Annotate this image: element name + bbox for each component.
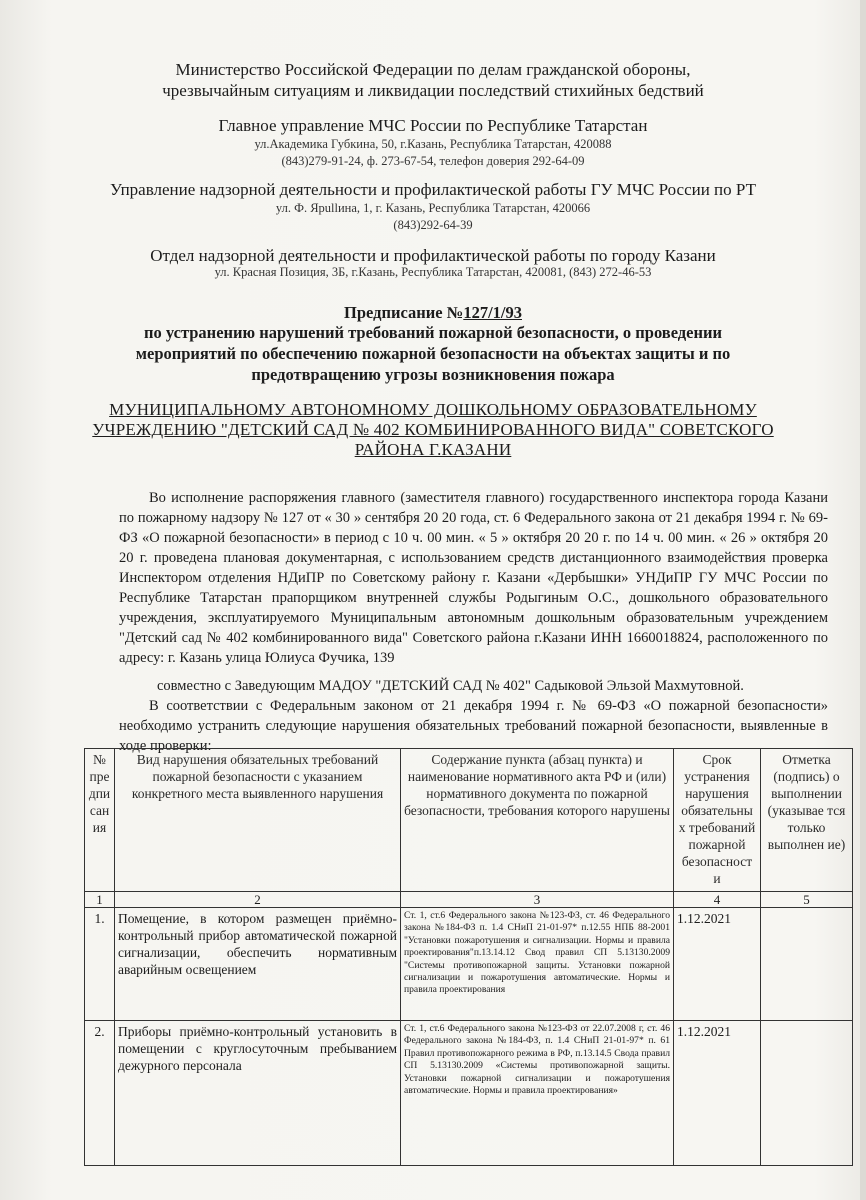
table-column-numbers-row (85, 892, 853, 908)
ministry-line-2: чрезвычайным ситуациям и ликвидации последствий стихийных бедствий (162, 81, 704, 100)
paragraph-jointly: совместно с Заведующим МАДОУ "ДЕТСКИЙ САД № 402" Садыковой Эльзой Махмутовной. (157, 678, 744, 694)
header-cell-number: № пре дпи сан ия (85, 749, 115, 892)
title-line-4: предотвращению угрозы возникновения пожара (251, 365, 615, 384)
body-text (119, 488, 828, 756)
header-cell-mark: Отметка (подпись) о выполнении (указывае тся только выполнен ие) (761, 749, 853, 892)
ministry-line-1: Министерство Российской Федерации по делам гражданской обороны, (175, 60, 691, 79)
supervision-dept-address: ул. Ф. Ярullина, 1, г. Казань, Республика Татарстан, 420066 (275, 201, 591, 215)
table-header-row (85, 749, 853, 892)
row-violation: Помещение, в котором размещен приёмно-контрольный прибор автоматической пожарной сигнализации, обеспечить нормативным аварийным освещением (115, 908, 401, 1021)
row-deadline: 1.12.2021 (674, 908, 761, 1021)
table-row (85, 1021, 853, 1166)
paragraph-inspection: Во исполнение распоряжения главного (заместителя главного) государственного инспектора города Казани по пожарному надзору № 127 от « 30 » сентября 20 20 года, ст. 6 Федерального закона от 21 декабря 1994 г. № 69-ФЗ «О пожарной безопасности» в период с 10 ч. 00 мин. « 5 » октября 20 20 г. по 14 ч. 00 мин. « 26 » октября 20 20 г. проведена плановая документарная, с использованием средств дистанционного взаимодействия проверка Инспектором отделения НДиПР по Советскому району г. Казани «Дербышки» УНДиПР ГУ МЧС России по Республике Татарстан прапорщиком внутренней службы Родыгиным О.С., дошкольного образовательного учреждения, эксплуатируемого Муниципальным автономным дошкольным образовательным учреждением "Детский сад № 402 комбинированного вида" Советского района г.Казани ИНН 1660018824, расположенного по адресу: г. Казань улица Юлиуса Фучика, 139 (119, 490, 828, 666)
document-title (0, 303, 866, 323)
main-dept-address: ул.Академика Губкина, 50, г.Казань, Республика Татарстан, 420088 (254, 137, 612, 151)
addressee-line-3: РАЙОНА Г.КАЗАНИ (354, 440, 512, 459)
column-number-2: 2 (115, 892, 401, 908)
paragraph-requirements: В соответствии с Федеральным законом от 21 декабря 1994 г. № 69-ФЗ «О пожарной безопасности» необходимо устранить следующие нарушения обязательных требований пожарной безопасности, выявленные в ходе проверки: (119, 698, 828, 754)
header-cell-violation: Вид нарушения обязательных требований пожарной безопасности с указанием конкретного места выявленного нарушения (115, 749, 401, 892)
title-line-3: мероприятий по обеспечению пожарной безопасности на объектах защиты и по (135, 344, 731, 363)
row-number: 1. (85, 908, 115, 1021)
row-number: 2. (85, 1021, 115, 1166)
main-dept-phone: (843)279-91-24, ф. 273-67-54, телефон доверия 292-64-09 (281, 154, 585, 168)
addressee-line-2: УЧРЕЖДЕНИЮ "ДЕТСКИЙ САД № 402 КОМБИНИРОВАННОГО ВИДА" СОВЕТСКОГО (92, 420, 774, 439)
supervision-dept-phone: (843)292-64-39 (393, 218, 473, 232)
column-number-3: 3 (401, 892, 674, 908)
row-mark (761, 1021, 853, 1166)
title-line-2: по устранению нарушений требований пожарной безопасности, о проведении (144, 323, 722, 342)
row-norm: Ст. 1, ст.6 Федерального закона №123-ФЗ от 22.07.2008 г, ст. 46 Федерального закона №184-ФЗ, п. 1.4 СНиП 21-01-97* п. 61 Правил противопожарного режима в РФ, п.13.14.5 Свода правил СП 5.13130.2009 «Системы противопожарной защиты. Установки пожарной сигнализации и пожаротушения автоматические. Нормы и правила проектирования» (401, 1021, 674, 1166)
addressee-line-1: МУНИЦИПАЛЬНОМУ АВТОНОМНОМУ ДОШКОЛЬНОМУ ОБРАЗОВАТЕЛЬНОМУ (109, 400, 757, 419)
header-cell-norm: Содержание пункта (абзац пункта) и наименование нормативного акта РФ и (или) нормативного документа по пожарной безопасности, требования которого нарушены (401, 749, 674, 892)
violations-table (84, 748, 853, 1166)
row-mark (761, 908, 853, 1021)
row-deadline: 1.12.2021 (674, 1021, 761, 1166)
main-dept-name: Главное управление МЧС России по Республике Татарстан (218, 116, 648, 135)
column-number-4: 4 (674, 892, 761, 908)
table-row (85, 908, 853, 1021)
city-dept-name: Отдел надзорной деятельности и профилактической работы по городу Казани (150, 246, 716, 265)
title-prefix: Предписание № (344, 303, 464, 322)
city-dept-address: ул. Красная Позиция, 3Б, г.Казань, Республика Татарстан, 420081, (843) 272-46-53 (214, 265, 652, 279)
prescription-number: 127/1/93 (463, 303, 522, 322)
row-norm: Ст. 1, ст.6 Федерального закона №123-ФЗ, ст. 46 Федерального закона №184-ФЗ п. 1.4 СНиП 21-01-97* п.12.55 НПБ 88-2001 "Установки пожаротушения и сигнализации. Нормы и правила проектирования"п.13.14.12 Свод правил СП 5.13130.2009 "Системы противопожарной защиты. Установки пожарной сигнализации и пожаротушения автоматические. Нормы и правила проектирования (401, 908, 674, 1021)
column-number-5: 5 (761, 892, 853, 908)
supervision-dept-name: Управление надзорной деятельности и профилактической работы ГУ МЧС России по РТ (110, 180, 756, 199)
row-violation: Приборы приёмно-контрольный установить в помещении с круглосуточным пребыванием дежурного персонала (115, 1021, 401, 1166)
column-number-1: 1 (85, 892, 115, 908)
header-cell-deadline: Срок устранения нарушения обязательны х требований пожарной безопасност и (674, 749, 761, 892)
